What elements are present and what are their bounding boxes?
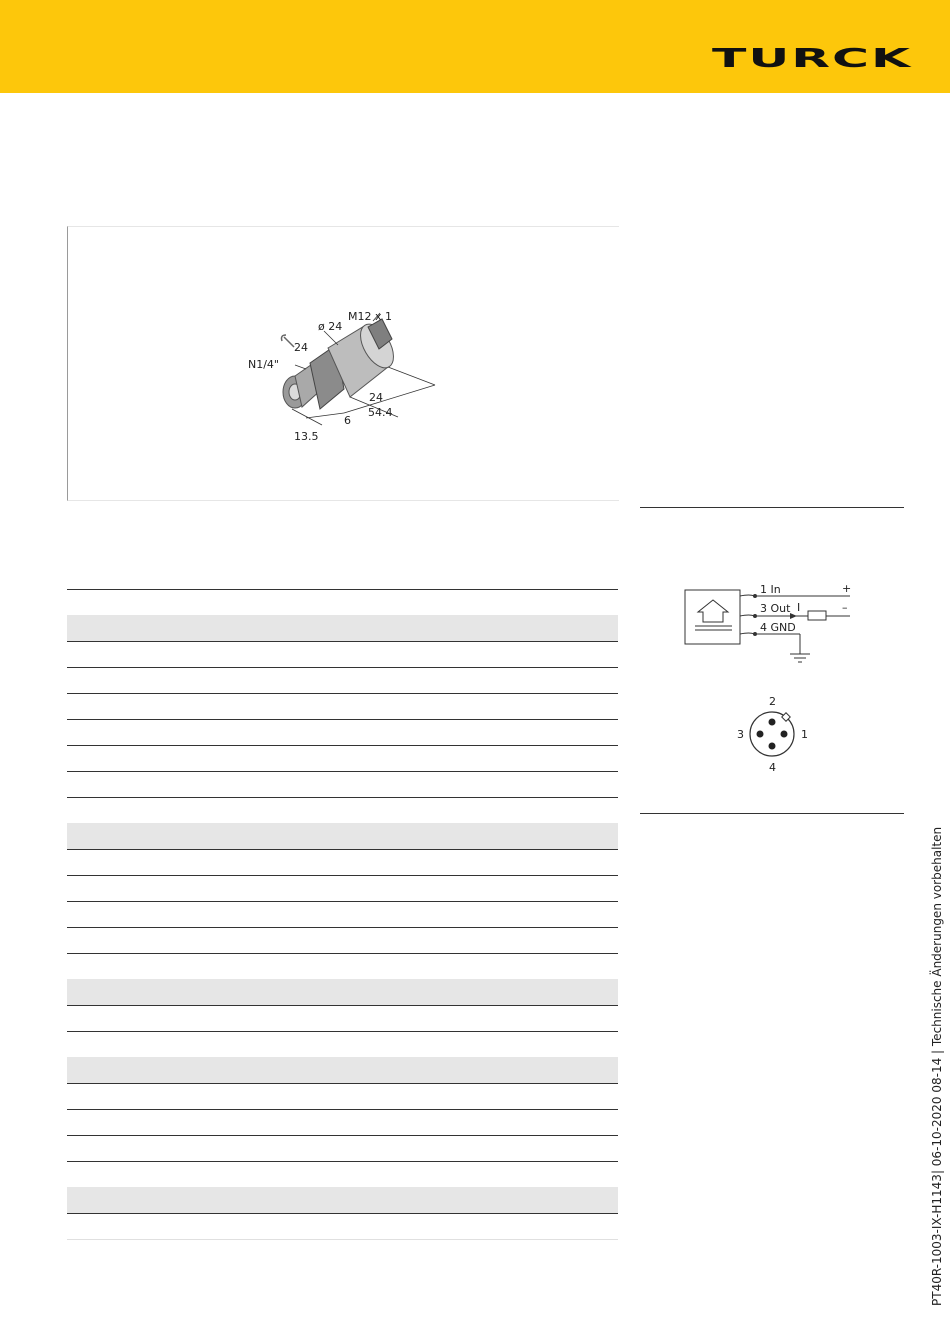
table-end-rule: [67, 1239, 618, 1240]
table-row: [67, 1135, 618, 1161]
minus-sign: –: [842, 601, 848, 614]
table-row: [67, 1031, 618, 1057]
table-row: [67, 1109, 618, 1135]
table-row: [67, 1213, 618, 1239]
table-row: [67, 1161, 618, 1187]
pin-label-in: 1 In: [760, 583, 781, 596]
current-label: I: [797, 601, 801, 614]
dimension-drawing: [240, 305, 445, 445]
table-row: [67, 771, 618, 797]
table-row: [67, 1187, 618, 1213]
pin-number-4: 4: [769, 761, 776, 774]
sensor-symbol-icon: [698, 600, 728, 622]
label-diameter: ø 24: [318, 320, 343, 333]
table-row: [67, 901, 618, 927]
label-body-length: 24: [369, 391, 383, 404]
table-row: [67, 589, 618, 615]
divider-top: [640, 507, 904, 508]
table-row: [67, 797, 618, 823]
pin-number-3: 3: [737, 728, 744, 741]
table-row: [67, 927, 618, 953]
pin-layout-diagram: [730, 692, 814, 774]
table-row: [67, 693, 618, 719]
table-row: [67, 719, 618, 745]
table-row: [67, 745, 618, 771]
label-thread-length: 13.5: [294, 430, 319, 443]
pin-label-out: 3 Out: [760, 602, 791, 615]
header-bar: [0, 0, 950, 93]
label-wrench-size: 24: [294, 341, 308, 354]
specifications-table: [67, 589, 618, 1240]
document-footer-note: PT40R-1003-IX-H1143| 06-10-2020 08-14 | Technische Änderungen vorbehalten: [930, 826, 944, 1306]
logo-text: TURCK: [712, 44, 912, 74]
table-row: [67, 1057, 618, 1083]
table-row: [67, 875, 618, 901]
label-hex-height: 6: [344, 414, 351, 427]
turck-logo: [712, 40, 914, 76]
table-row: [67, 823, 618, 849]
table-row: [67, 979, 618, 1005]
table-row: [67, 667, 618, 693]
label-overall-length: 54.4: [368, 406, 393, 419]
table-row: [67, 1005, 618, 1031]
divider-bottom: [640, 813, 904, 814]
table-row: [67, 615, 618, 641]
label-m12-thread: M12 x 1: [348, 310, 392, 323]
table-row: [67, 641, 618, 667]
label-process-thread: N1/4": [248, 358, 279, 371]
pin-number-2: 2: [769, 695, 776, 708]
plus-sign: +: [842, 582, 852, 595]
wiring-diagram: [680, 576, 860, 668]
table-row: [67, 953, 618, 979]
table-row: [67, 1083, 618, 1109]
wrench-icon: [282, 335, 295, 347]
pin-number-1: 1: [801, 728, 808, 741]
pin-label-gnd: 4 GND: [760, 621, 796, 634]
table-row: [67, 849, 618, 875]
